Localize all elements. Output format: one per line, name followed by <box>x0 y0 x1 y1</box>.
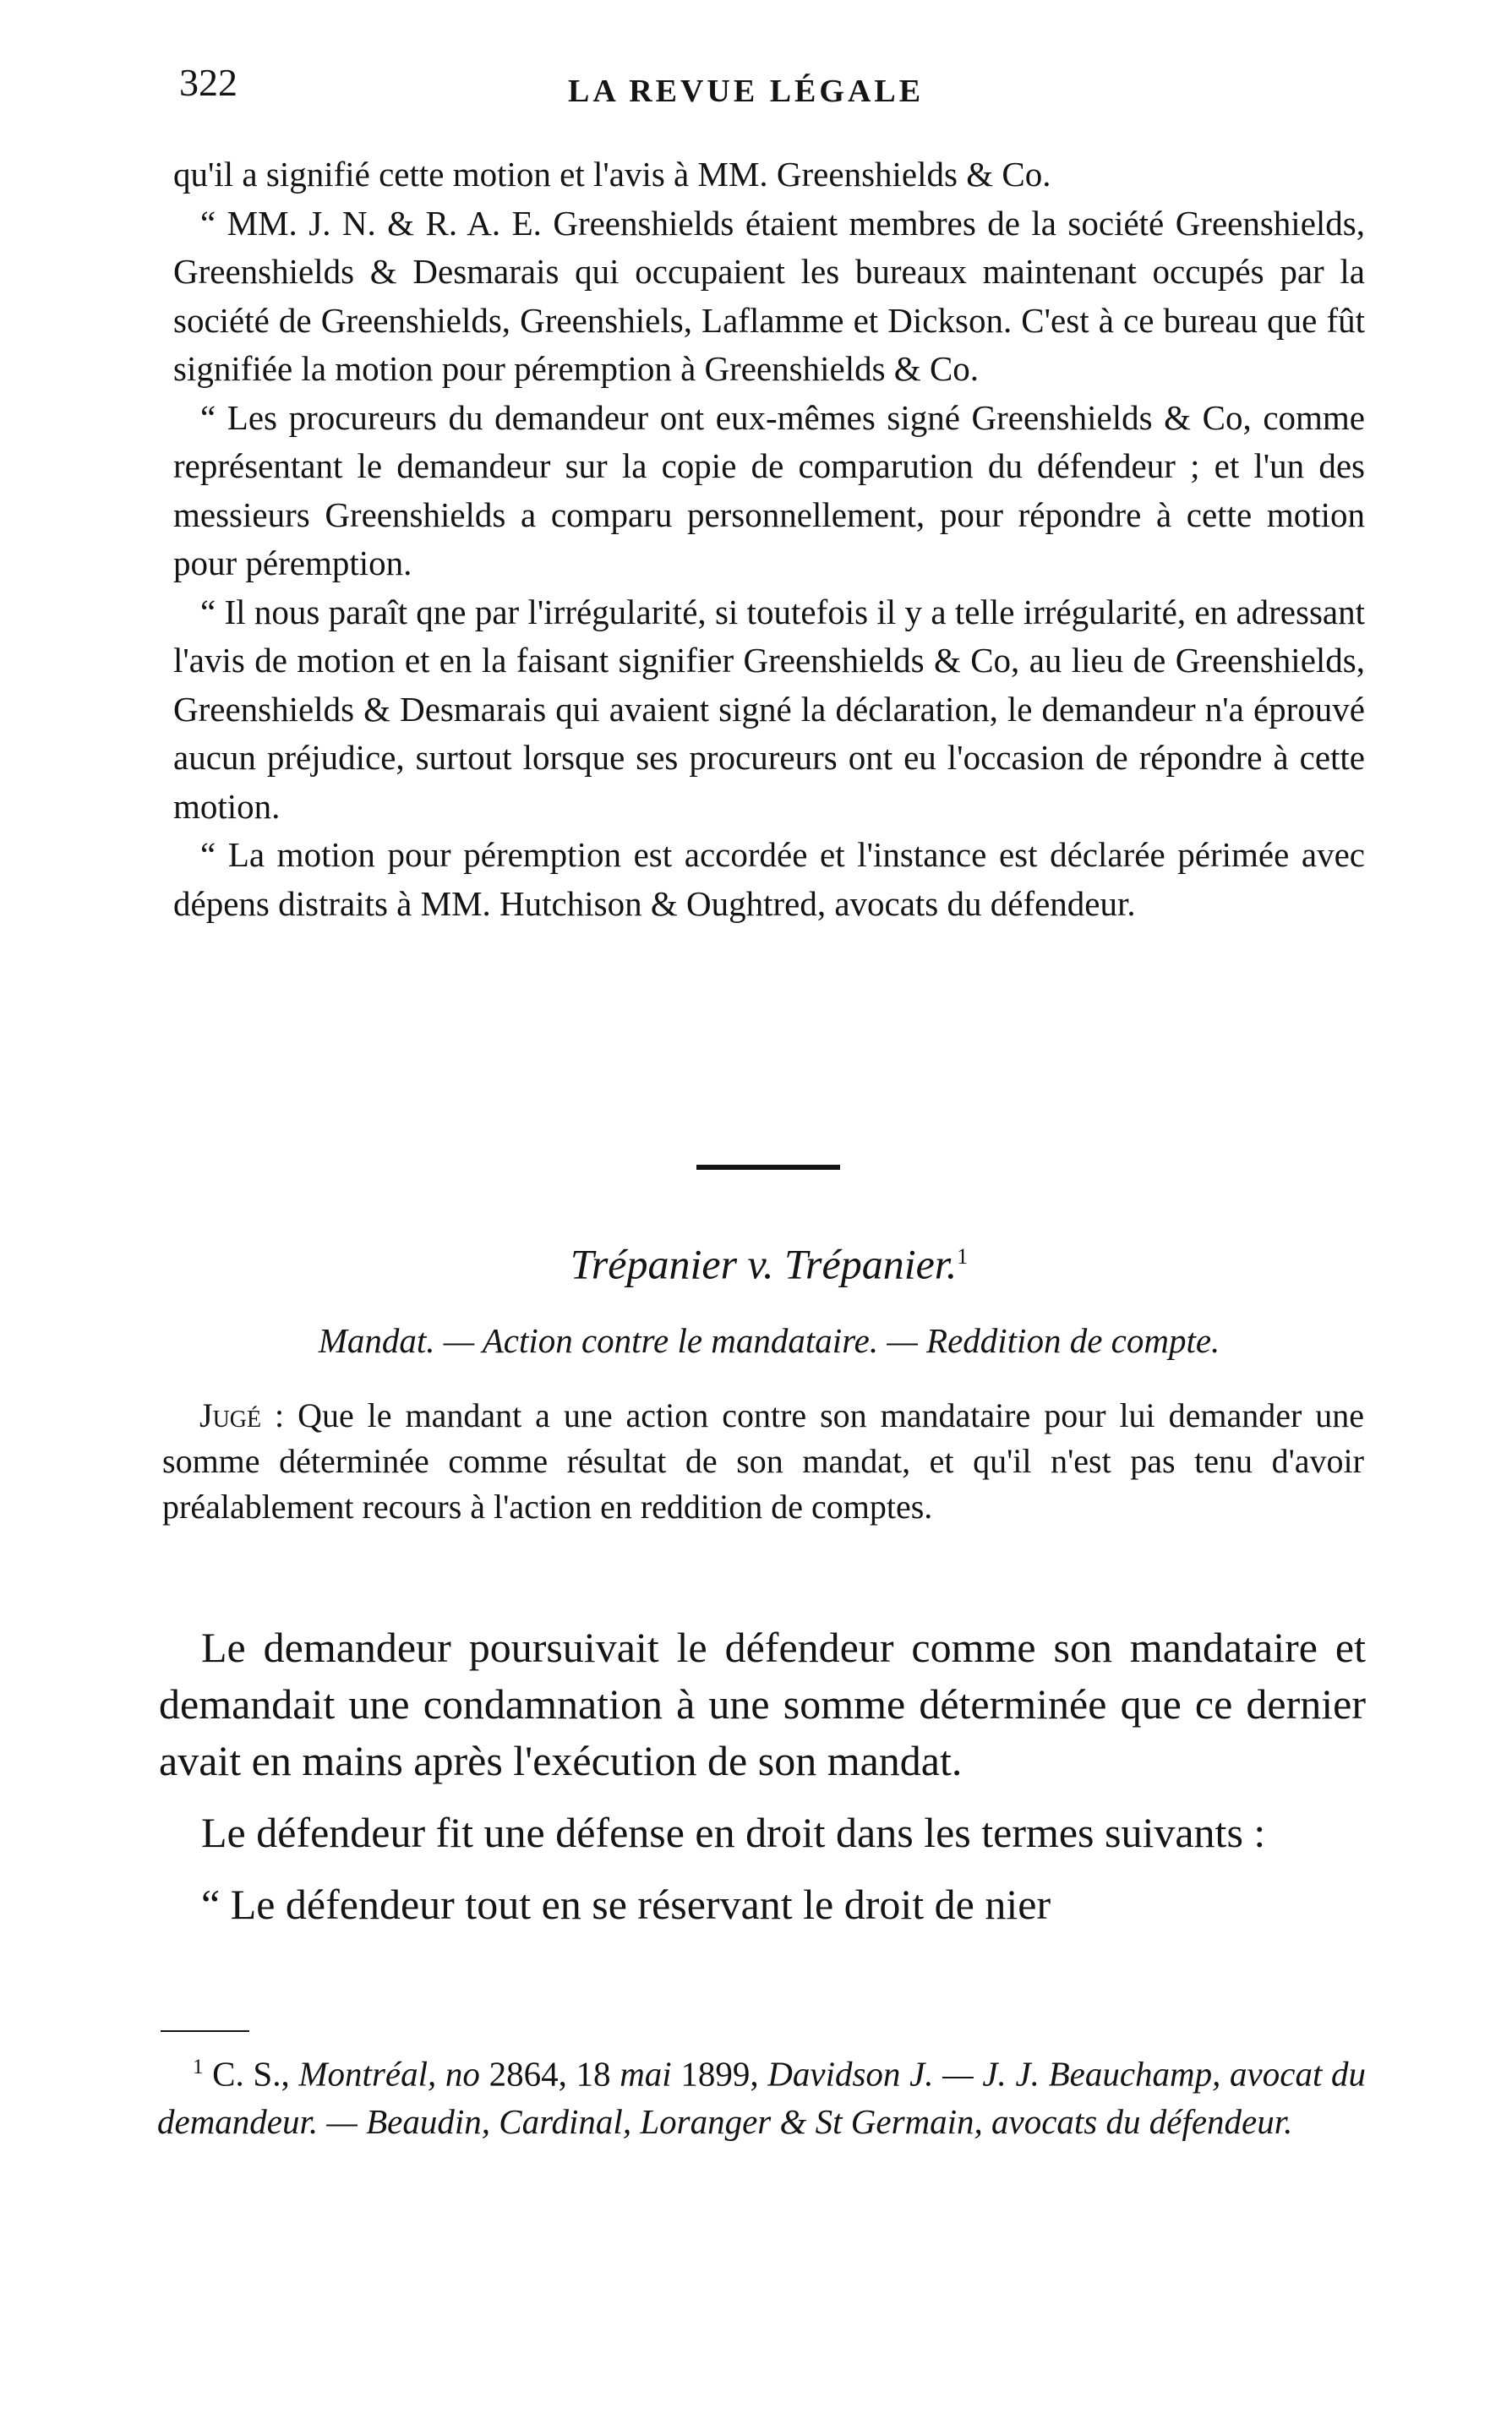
case-title <box>173 1227 1365 1294</box>
holding-text: Que le mandant a une action contre son mandataire pour lui demander une somme déterminée comme résultat de son mandat, et qu'il n'est pas tenu d'avoir préalablement recours à l'action en reddition de comptes. <box>162 1396 1364 1526</box>
footnote-details: 2864, 18 <box>479 2054 620 2094</box>
holding-label: Jugé : <box>199 1396 285 1434</box>
running-title: LA REVUE LÉGALE <box>568 74 925 109</box>
paragraph: qu'il a signifié cette motion et l'avis à MM. Greenshields & Co. <box>173 155 1051 194</box>
paragraph: “ Le défendeur tout en se réservant le droit de nier <box>201 1881 1051 1928</box>
paragraph: Le demandeur poursuivait le défendeur comme son mandataire et demandait une condamnation à une somme déterminée que ce dernier avait en mains après l'exécution de son mandat. <box>159 1624 1366 1784</box>
footnote-divider <box>161 2030 249 2032</box>
paragraph: “ Il nous paraît qne par l'irrégularité, si toutefois il y a telle irrégularité, en adressant l'avis de motion et en la faisant signifier Greenshields & Co, au lieu de Greenshields, Greenshields & Desmarais qui avaient signé la déclaration, le demandeur n'a éprouvé aucun préjudice, surtout lorsque ses procureurs ont eu l'occasion de répondre à cette motion. <box>173 592 1365 826</box>
footnote-judge-counsel: Davidson J. — J. J. Beauchamp, avocat du demandeur. — Beaudin, Cardinal, Loranger & St Germain, avocats du défendeur. <box>157 2054 1367 2141</box>
paragraph: “ Les procureurs du demandeur ont eux-mêmes signé Greenshields & Co, comme représentant le demandeur sur la copie de comparution du défendeur ; et l'un des messieurs Greenshields a comparu personnellement, pour répondre à cette motion pour péremption. <box>173 397 1365 582</box>
paragraph: “ La motion pour péremption est accordée et l'instance est déclarée périmée avec dépens distraits à MM. Hutchison & Oughtred, avocats du défendeur. <box>173 835 1365 923</box>
footnote-reference: 1 <box>957 1244 969 1269</box>
case-title-text: Trépanier v. Trépanier. <box>570 1240 958 1288</box>
footnote-court: C. S., <box>203 2054 299 2094</box>
paragraph: Le défendeur fit une défense en droit dans les termes suivants : <box>201 1809 1266 1856</box>
footnote-place: Montréal, <box>298 2054 437 2094</box>
case-holding <box>162 1393 1364 1530</box>
footnote-marker: 1 <box>193 2056 204 2078</box>
case-body <box>159 1619 1366 1933</box>
footnote-month: mai <box>620 2054 672 2094</box>
paragraph: “ MM. J. N. & R. A. E. Greenshields étaient membres de la société Greenshields, Greenshields & Desmarais qui occupaient les bureaux maintenant occupés par la société de Greenshields, Greenshiels, Laflamme et Dickson. C'est à ce bureau que fût signifiée la motion pour péremption à Greenshields & Co. <box>173 203 1365 388</box>
section-divider <box>696 1165 840 1170</box>
body-text <box>173 150 1365 928</box>
footnote-year: 1899, <box>671 2054 768 2094</box>
case-subject: Mandat. — Action contre le mandataire. — Reddition de compte. <box>318 1321 1220 1360</box>
footnote <box>157 2044 1366 2145</box>
page-number: 322 <box>179 61 237 104</box>
page-header <box>179 49 1362 117</box>
footnote-no-label: no <box>436 2054 480 2094</box>
